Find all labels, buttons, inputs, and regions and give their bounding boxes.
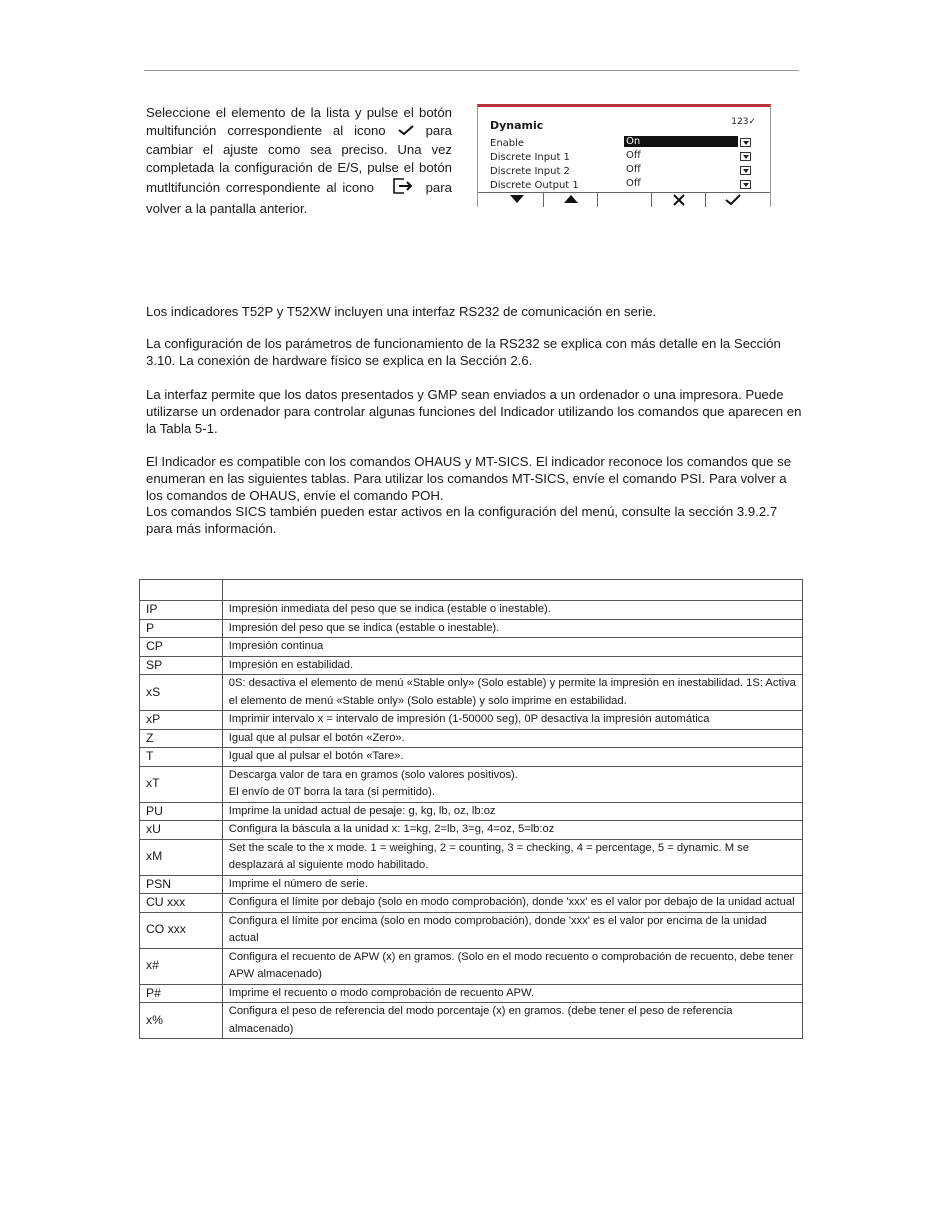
description-cell: Configura el límite por debajo (solo en modo comprobación), donde 'xxx' es el valor por debajo de la unidad actual [222, 894, 802, 913]
paragraph-data-output: La interfaz permite que los datos presentados y GMP sean enviados a un ordenador o una impresora. Puede utilizarse un ordenador para controlar algunas funciones del Indicador utilizando los comandos que aparecen en la Tabla 5-1. [146, 387, 802, 436]
description-cell: Impresión continua [222, 638, 802, 657]
down-arrow-icon [509, 194, 525, 204]
description-cell: Imprime el número de serie. [222, 875, 802, 894]
table-row [140, 912, 803, 948]
table-row [140, 675, 803, 711]
description-cell: Configura la báscula a la unidad x: 1=kg, 2=lb, 3=g, 4=oz, 5=lb:oz [222, 821, 802, 840]
description-cell: Configura el recuento de APW (x) en gramos. (Solo en el modo recuento o comprobación de recuento, debe tener APW almacenado) [222, 948, 802, 984]
table-row [140, 601, 803, 620]
description-cell: Imprimir intervalo x = intervalo de impresión (1-50000 seg), 0P desactiva la impresión automática [222, 711, 802, 730]
table-row [140, 729, 803, 748]
description-cell: Impresión inmediata del peso que se indica (estable o inestable). [222, 601, 802, 620]
command-cell: x% [140, 1003, 223, 1039]
command-cell: CU xxx [140, 894, 223, 913]
intro-part1: Seleccione el elemento de la lista y pulse el botón multifunción correspondiente al icono [146, 105, 452, 138]
device-row-value[interactable]: Off [626, 150, 641, 161]
softkey-cancel[interactable] [652, 193, 706, 207]
paragraph-configuration: La configuración de los parámetros de funcionamiento de la RS232 se explica con más detalle en la Sección 3.10. La conexión de hardware físico se explica en la Sección 2.6. [146, 336, 781, 368]
table-row [140, 948, 803, 984]
table-row [140, 802, 803, 821]
table-row [140, 638, 803, 657]
command-cell: P [140, 619, 223, 638]
command-cell: CP [140, 638, 223, 657]
description-cell: 0S: desactiva el elemento de menú «Stable only» (Solo estable) y permite la impresión en inestabilidad. 1S: Activa el elemento de menú «Stable only» (Solo estable) y solo imprime en estabilidad. [222, 675, 802, 711]
command-table [139, 579, 803, 1039]
table-row [140, 984, 803, 1003]
table-header-cell [140, 580, 223, 601]
exit-icon [392, 177, 414, 200]
command-cell: x# [140, 948, 223, 984]
device-row-label: Discrete Input 2 [490, 166, 570, 177]
check-icon [397, 123, 415, 141]
description-cell: Set the scale to the x mode. 1 = weighing, 2 = counting, 3 = checking, 4 = percentage, 5 = dynamic. M se desplazará al siguiente modo habilitado. [222, 839, 802, 875]
close-icon [673, 194, 685, 206]
up-arrow-icon [563, 194, 579, 204]
command-cell: SP [140, 656, 223, 675]
table-row [140, 875, 803, 894]
table-row [140, 711, 803, 730]
table-row [140, 766, 803, 802]
description-cell: Descarga valor de tara en gramos (solo valores positivos). El envío de 0T borra la tara (si permitido). [222, 766, 802, 802]
description-cell: Imprime el recuento o modo comprobación de recuento APW. [222, 984, 802, 1003]
command-cell: IP [140, 601, 223, 620]
softkey-blank[interactable] [598, 193, 652, 207]
table-row [140, 839, 803, 875]
device-screen [477, 104, 771, 207]
table-row [140, 656, 803, 675]
command-cell: PU [140, 802, 223, 821]
command-cell: xS [140, 675, 223, 711]
device-row-label: Discrete Output 1 [490, 180, 579, 191]
command-cell: xP [140, 711, 223, 730]
table-header-row [140, 580, 803, 601]
device-row-label: Enable [490, 138, 525, 149]
device-row-value[interactable]: Off [626, 164, 641, 175]
table-row [140, 619, 803, 638]
description-cell: Igual que al pulsar el botón «Zero». [222, 729, 802, 748]
table-row [140, 894, 803, 913]
dropdown-arrow-icon[interactable] [740, 166, 751, 175]
description-cell: Configura el peso de referencia del modo porcentaje (x) en gramos. (debe tener el peso de referencia almacenado) [222, 1003, 802, 1039]
device-title: Dynamic [490, 119, 544, 132]
intro-part3: para volver a la pantalla anterior. [146, 179, 452, 216]
description-cell: Configura el límite por encima (solo en modo comprobación), donde 'xxx' es el valor por encima de la unidad actual [222, 912, 802, 948]
command-cell: CO xxx [140, 912, 223, 948]
command-cell: PSN [140, 875, 223, 894]
paragraph-interface: Los indicadores T52P y T52XW incluyen una interfaz RS232 de comunicación en serie. [146, 304, 657, 319]
device-row-label: Discrete Input 1 [490, 152, 570, 163]
dropdown-arrow-icon[interactable] [740, 138, 751, 147]
command-cell: xM [140, 839, 223, 875]
description-cell: Imprime la unidad actual de pesaje: g, kg, lb, oz, lb:oz [222, 802, 802, 821]
device-mode-indicator: 123✓ [731, 117, 756, 127]
dropdown-arrow-icon[interactable] [740, 152, 751, 161]
header-rule [144, 70, 799, 71]
description-cell: Impresión en estabilidad. [222, 656, 802, 675]
command-cell: xT [140, 766, 223, 802]
table-row [140, 1003, 803, 1039]
command-cell: T [140, 748, 223, 767]
table-row [140, 821, 803, 840]
softkey-accept[interactable] [706, 193, 759, 207]
description-cell: Igual que al pulsar el botón «Tare». [222, 748, 802, 767]
intro-part2: para cambiar el ajuste como sea preciso. Una vez completada la configuración de E/S, pulse el botón mutltifunción correspondiente al icono [146, 123, 452, 195]
check-icon [725, 194, 741, 206]
dropdown-arrow-icon[interactable] [740, 180, 751, 189]
description-cell: Impresión del peso que se indica (estable o inestable). [222, 619, 802, 638]
paragraph-compatibility: El Indicador es compatible con los comandos OHAUS y MT-SICS. El indicador reconoce los comandos que se enumeran en las siguientes tablas. Para utilizar los comandos MT-SICS, envíe el comando PSI. Para volver a los comandos de OHAUS, envíe el comando POH. [146, 454, 792, 503]
command-cell: Z [140, 729, 223, 748]
softkey-up[interactable] [544, 193, 598, 207]
device-row-value[interactable]: On [624, 136, 738, 147]
intro-text [146, 104, 452, 218]
paragraph-sics: Los comandos SICS también pueden estar activos en la configuración del menú, consulte la sección 3.9.2.7 para más información. [146, 504, 778, 536]
command-cell: P# [140, 984, 223, 1003]
device-row-value[interactable]: Off [626, 178, 641, 189]
softkey-down[interactable] [490, 193, 544, 207]
table-header-cell [222, 580, 802, 601]
table-row [140, 748, 803, 767]
command-cell: xU [140, 821, 223, 840]
